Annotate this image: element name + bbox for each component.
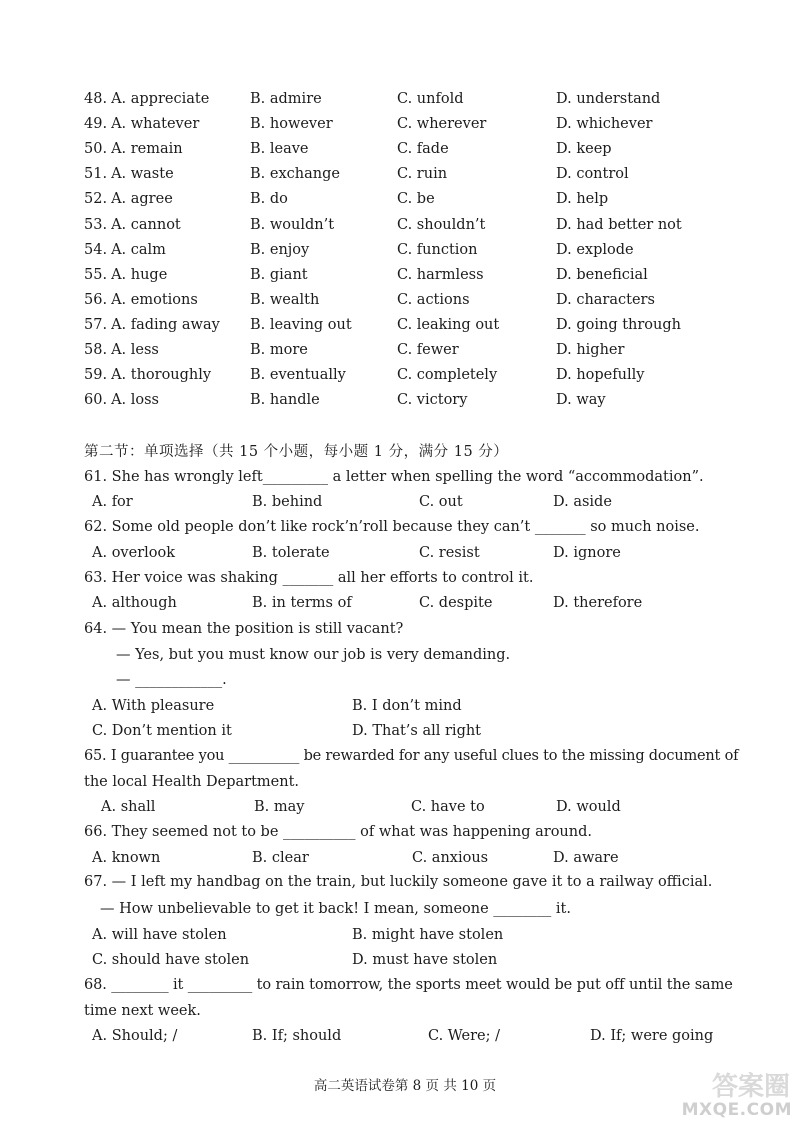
q68-option-b: B. If; should xyxy=(252,1028,342,1044)
question-option-b: B. however xyxy=(250,116,333,133)
question-option-c: C. be xyxy=(397,191,435,208)
question-number: 57. xyxy=(84,316,108,333)
option-a-text: A. loss xyxy=(111,392,160,409)
q64-option-a: A. With pleasure xyxy=(92,698,215,714)
question-option-c: C. leaking out xyxy=(397,316,500,333)
q68-option-d: D. If; were going xyxy=(590,1028,714,1044)
question-option-b: B. wealth xyxy=(250,291,320,308)
question-option-b: B. giant xyxy=(250,266,308,283)
q68-stem-line2: time next week. xyxy=(84,1003,201,1019)
question-number: 56. xyxy=(84,291,108,308)
question-number: 55. xyxy=(84,266,108,283)
watermark-url: MXQE.COM xyxy=(681,1100,792,1120)
question-option-b: B. admire xyxy=(250,91,322,107)
question-number: 50. xyxy=(84,141,108,158)
question-option-b: B. eventually xyxy=(250,367,346,384)
option-a-text: A. huge xyxy=(111,266,168,283)
q62-stem: 62. Some old people don’t like rock’n’roll because they can’t _______ so much noise. xyxy=(84,519,700,535)
question-number: 60. xyxy=(84,392,108,409)
question-option-c: C. fewer xyxy=(397,342,459,358)
q68-option-a: A. Should; / xyxy=(92,1028,178,1044)
question-option-c: C. fade xyxy=(397,141,449,158)
question-option-a xyxy=(84,389,159,411)
question-option-d: D. higher xyxy=(556,342,625,358)
question-option-a xyxy=(84,113,199,135)
section-title: 第二节：单项选择（共 15 个小题，每小题 1 分，满分 15 分） xyxy=(84,444,509,460)
question-number: 51. xyxy=(84,166,108,183)
question-option-a xyxy=(84,264,167,286)
question-option-c: C. function xyxy=(397,241,478,258)
question-option-c: C. completely xyxy=(397,367,498,384)
q64-stem-line2: — Yes, but you must know our job is very demanding. xyxy=(116,647,511,663)
question-number: 49. xyxy=(84,116,108,133)
question-option-a xyxy=(84,364,211,386)
q62-option-b: B. tolerate xyxy=(252,545,330,561)
question-option-a xyxy=(84,289,198,311)
question-option-b: B. enjoy xyxy=(250,241,310,258)
question-option-d: D. keep xyxy=(556,141,612,158)
q67-stem-line1: 67. — I left my handbag on the train, but luckily someone gave it to a railway official. xyxy=(84,874,713,890)
watermark-logo xyxy=(666,1060,796,1122)
option-a-text: A. whatever xyxy=(111,116,200,133)
q63-option-a: A. although xyxy=(92,595,177,611)
q67-option-c: C. should have stolen xyxy=(92,952,250,968)
q63-stem: 63. Her voice was shaking _______ all her efforts to control it. xyxy=(84,570,534,586)
question-option-a xyxy=(84,339,159,361)
q65-stem-line2: the local Health Department. xyxy=(84,774,300,790)
q62-option-a: A. overlook xyxy=(92,545,176,561)
question-option-c: C. unfold xyxy=(397,91,464,107)
q67-option-d: D. must have stolen xyxy=(352,952,498,968)
q63-option-b: B. in terms of xyxy=(252,595,352,611)
question-option-b: B. wouldn’t xyxy=(250,216,335,233)
option-a-text: A. less xyxy=(111,342,159,358)
q63-option-c: C. despite xyxy=(419,595,493,611)
option-a-text: A. calm xyxy=(111,241,166,258)
q65-option-b: B. may xyxy=(254,799,305,815)
q61-option-d: D. aside xyxy=(553,494,612,510)
option-a-text: A. remain xyxy=(111,141,183,158)
question-number: 48. xyxy=(84,91,108,107)
watermark-cn: 答案圈 xyxy=(711,1072,790,1102)
question-option-b: B. exchange xyxy=(250,166,340,183)
question-option-a xyxy=(84,314,220,336)
question-option-a xyxy=(84,138,183,160)
question-option-d: D. beneficial xyxy=(556,266,648,283)
q67-option-b: B. might have stolen xyxy=(352,927,504,943)
question-option-d: D. help xyxy=(556,191,609,208)
q61-stem: 61. She has wrongly left_________ a letter when spelling the word “accommodation”. xyxy=(84,469,704,485)
question-number: 53. xyxy=(84,216,108,233)
question-option-b: B. leaving out xyxy=(250,316,352,333)
q65-option-c: C. have to xyxy=(411,799,485,815)
question-option-a xyxy=(84,88,209,110)
option-a-text: A. cannot xyxy=(111,216,181,233)
question-option-c: C. wherever xyxy=(397,116,487,133)
question-option-c: C. ruin xyxy=(397,166,448,183)
question-option-c: C. harmless xyxy=(397,266,484,283)
question-option-d: D. control xyxy=(556,166,629,183)
question-option-a xyxy=(84,163,174,185)
q67-stem-line2: — How unbelievable to get it back! I mean, someone ________ it. xyxy=(100,901,571,917)
q63-option-d: D. therefore xyxy=(553,595,643,611)
q68-option-c: C. Were; / xyxy=(428,1028,500,1044)
q66-option-c: C. anxious xyxy=(412,850,489,866)
option-a-text: A. emotions xyxy=(111,291,198,308)
question-option-d: D. explode xyxy=(556,241,634,258)
q62-option-d: D. ignore xyxy=(553,545,621,561)
q61-option-a: A. for xyxy=(92,494,133,510)
q65-option-d: D. would xyxy=(556,799,621,815)
q62-option-c: C. resist xyxy=(419,545,480,561)
question-number: 59. xyxy=(84,367,108,384)
q66-option-d: D. aware xyxy=(553,850,619,866)
option-a-text: A. agree xyxy=(111,191,173,208)
q64-option-c: C. Don’t mention it xyxy=(92,723,232,739)
question-option-a xyxy=(84,239,166,261)
option-a-text: A. appreciate xyxy=(111,91,210,107)
question-number: 54. xyxy=(84,241,108,258)
question-option-d: D. way xyxy=(556,392,606,409)
q64-option-b: B. I don’t mind xyxy=(352,698,462,714)
option-a-text: A. thoroughly xyxy=(111,367,212,384)
q65-option-a: A. shall xyxy=(101,799,156,815)
q66-option-a: A. known xyxy=(92,850,161,866)
question-option-d: D. going through xyxy=(556,316,681,333)
question-option-c: C. shouldn’t xyxy=(397,216,486,233)
question-number: 58. xyxy=(84,342,108,358)
question-option-d: D. had better not xyxy=(556,216,682,233)
q61-option-b: B. behind xyxy=(252,494,323,510)
question-option-b: B. more xyxy=(250,342,308,358)
question-option-b: B. do xyxy=(250,191,288,208)
q66-option-b: B. clear xyxy=(252,850,309,866)
q68-stem-line1: 68. ________ it _________ to rain tomorrow, the sports meet would be put off until the same xyxy=(84,977,733,993)
question-option-d: D. hopefully xyxy=(556,367,645,384)
q61-option-c: C. out xyxy=(419,494,463,510)
q64-option-d: D. That’s all right xyxy=(352,723,482,739)
q67-option-a: A. will have stolen xyxy=(92,927,227,943)
question-option-c: C. victory xyxy=(397,392,468,409)
q64-stem-line3: — ____________. xyxy=(116,672,227,688)
q64-stem-line1: 64. — You mean the position is still vacant? xyxy=(84,621,404,637)
q65-stem-line1: 65. I guarantee you __________ be rewarded for any useful clues to the missing document of xyxy=(84,748,739,764)
page-footer: 高二英语试卷第 8 页 共 10 页 xyxy=(313,1078,497,1094)
question-option-a xyxy=(84,214,181,236)
question-option-c: C. actions xyxy=(397,291,470,308)
question-option-a xyxy=(84,188,173,210)
option-a-text: A. waste xyxy=(111,166,174,183)
question-option-d: D. characters xyxy=(556,291,655,308)
question-number: 52. xyxy=(84,191,108,208)
question-option-b: B. handle xyxy=(250,392,320,409)
question-option-d: D. whichever xyxy=(556,116,653,133)
option-a-text: A. fading away xyxy=(111,316,220,333)
question-option-b: B. leave xyxy=(250,141,309,158)
q66-stem: 66. They seemed not to be __________ of what was happening around. xyxy=(84,824,592,840)
question-option-d: D. understand xyxy=(556,91,661,107)
